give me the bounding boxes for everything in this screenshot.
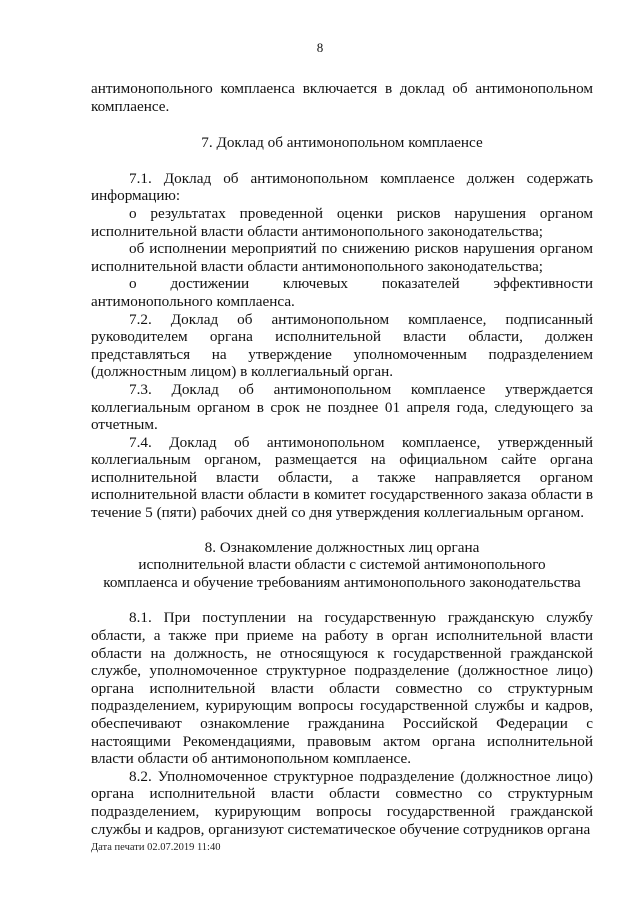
paragraph-7-2: 7.2. Доклад об антимонопольном комплаенсе, подписанный руководителем органа исполнительной власти области, должен представляться на утверждение уполномоченным подразделением (должностным лицом) в коллегиальный орган.: [91, 310, 593, 381]
list-item-risk-measures: об исполнении мероприятий по снижению рисков нарушения органом исполнительной власти области антимонопольного законодательства;: [91, 240, 593, 275]
list-item-risk-assessment: о результатах проведенной оценки рисков нарушения органом исполнительной власти области антимонопольного законодательства;: [91, 204, 593, 240]
intro-paragraph: антимонопольного комплаенса включается в доклад об антимонопольном комплаенсе.: [91, 80, 593, 115]
section-8-heading: [91, 539, 593, 592]
section-8-heading-line-2: исполнительной власти области с системой антимонопольного: [138, 556, 546, 574]
paragraph-7-1: 7.1. Доклад об антимонопольном комплаенсе должен содержать информацию:: [91, 169, 593, 205]
list-item-kpi: о достижении ключевых показателей эффективности антимонопольного комплаенса.: [91, 275, 593, 310]
paragraph-7-3: 7.3. Доклад об антимонопольном комплаенсе утверждается коллегиальным органом в срок не позднее 01 апреля года, следующего за отчетным.: [91, 380, 593, 434]
page-number: 8: [316, 40, 324, 55]
print-date-footer: Дата печати 02.07.2019 11:40: [91, 842, 221, 853]
section-8-heading-line-3: комплаенса и обучение требованиям антимонопольного законодательства: [103, 573, 581, 591]
document-body: [91, 80, 593, 838]
paragraph-7-4: 7.4. Доклад об антимонопольном комплаенсе, утвержденный коллегиальным органом, размещается на официальном сайте органа исполнительной власти области, а также направляется органом исполнительной власти области в комитет государственного заказа области в течение 5 (пяти) рабочих дней со дня утверждения коллегиальным органом.: [91, 433, 593, 522]
paragraph-8-1: 8.1. При поступлении на государственную гражданскую службу области, а также при приеме на работу в орган исполнительной власти области на должность, не относящуюся к государственной гражданской службе, уполномоченное структурное подразделение (должностное лицо) органа исполнительной власти области совместно со структурным подразделением, курирующим вопросы государственной службы и кадров, обеспечивают ознакомление гражданина Российской Федерации с настоящими Рекомендациями, правовым актом органа исполнительной власти области об антимонопольном комплаенсе.: [91, 609, 593, 768]
section-8-heading-line-1: 8. Ознакомление должностных лиц органа: [204, 538, 480, 556]
paragraph-8-2: 8.2. Уполномоченное структурное подразделение (должностное лицо) органа исполнительной власти области совместно со структурным подразделением, курирующим вопросы государственной гражданской службы и кадров, организуют систематическое обучение сотрудников органа: [91, 767, 593, 838]
section-7-heading: 7. Доклад об антимонопольном комплаенсе: [201, 134, 483, 152]
